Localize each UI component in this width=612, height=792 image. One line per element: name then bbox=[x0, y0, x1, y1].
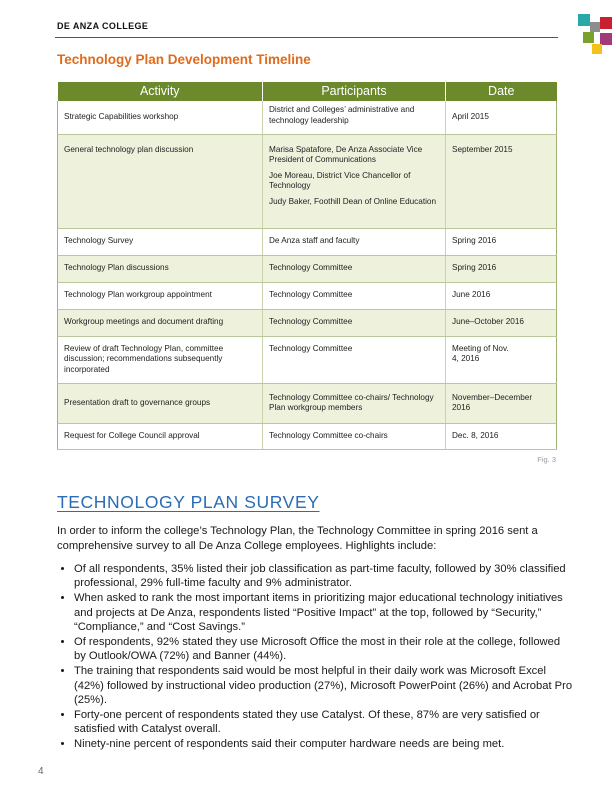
participants-cell bbox=[263, 423, 446, 449]
survey-intro: In order to inform the college’s Technology Plan, the Technology Committee in spring 2016 sent a comprehensive survey to all De Anza College employees. Highlights include: bbox=[57, 525, 538, 552]
participant-entry: Technology Committee bbox=[269, 290, 353, 300]
header-rule bbox=[55, 37, 558, 38]
participant-entry: Judy Baker, Foothill Dean of Online Education bbox=[269, 196, 437, 206]
table-row bbox=[58, 423, 557, 449]
timeline-header-row bbox=[58, 82, 557, 101]
participants-cell bbox=[263, 134, 446, 228]
activity-cell: Technology Plan workgroup appointment bbox=[58, 282, 263, 309]
timeline-title: Technology Plan Development Timeline bbox=[57, 52, 311, 67]
table-row bbox=[58, 134, 557, 228]
participants-cell bbox=[263, 255, 446, 282]
activity-cell: Technology Plan discussions bbox=[58, 255, 263, 282]
table-row bbox=[58, 255, 557, 282]
participant-entry: Technology Committee co-chairs/ Technology Plan workgroup members bbox=[269, 392, 434, 412]
participants-cell bbox=[263, 282, 446, 309]
date-cell: Meeting of Nov. 4, 2016 bbox=[446, 336, 557, 383]
date-cell: September 2015 bbox=[446, 134, 557, 228]
list-item: • Of respondents, 92% stated they use Microsoft Office the most in their role at the college, followed by Outlook/OWA (72%) and Banner (44%). bbox=[74, 635, 574, 663]
activity-cell: Review of draft Technology Plan, committee discussion; recommendations subsequently incorporated bbox=[58, 336, 263, 383]
column-header-activity: Activity bbox=[58, 82, 263, 101]
participant-entry: District and Colleges’ administrative and technology leadership bbox=[269, 105, 415, 125]
list-item: • When asked to rank the most important items in prioritizing major educational technology initiatives and projects at De Anza, respondents listed “Positive Impact” at the top, followed by “Security,” “Compliance,” and “Cost Savings.” bbox=[74, 591, 574, 634]
date-cell: April 2015 bbox=[446, 101, 557, 134]
survey-title: TECHNOLOGY PLAN SURVEY bbox=[57, 492, 320, 512]
participant-entry: De Anza staff and faculty bbox=[269, 236, 360, 246]
corner-square-red bbox=[600, 17, 612, 29]
activity-cell: General technology plan discussion bbox=[58, 134, 263, 228]
participants-cell bbox=[263, 101, 446, 134]
list-item: • Ninety-nine percent of respondents said their computer hardware needs are being met. bbox=[74, 737, 574, 751]
activity-cell: Workgroup meetings and document drafting bbox=[58, 309, 263, 336]
date-cell: Spring 2016 bbox=[446, 255, 557, 282]
activity-cell: Request for College Council approval bbox=[58, 423, 263, 449]
date-cell: June 2016 bbox=[446, 282, 557, 309]
corner-square-green bbox=[583, 32, 594, 43]
list-item: • Of all respondents, 35% listed their job classification as part-time faculty, followed by 30% classified professional, 29% full-time faculty and 9% administrator. bbox=[74, 562, 574, 590]
table-row bbox=[58, 336, 557, 383]
activity-cell: Technology Survey bbox=[58, 228, 263, 255]
table-row bbox=[58, 282, 557, 309]
column-header-participants: Participants bbox=[263, 82, 446, 101]
date-cell: November–December 2016 bbox=[446, 383, 557, 423]
corner-square-gray bbox=[590, 22, 600, 32]
participants-cell bbox=[263, 383, 446, 423]
participant-entry: Technology Committee bbox=[269, 343, 353, 353]
list-item: • The training that respondents said would be most helpful in their daily work was Microsoft Excel (42%) followed by instructional video production (27%), Microsoft PowerPoint (26%) and Acrobat Pro (25%). bbox=[74, 664, 574, 707]
corner-square-yellow bbox=[592, 44, 602, 54]
participant-entry: Marisa Spatafore, De Anza Associate Vice President of Communications bbox=[269, 144, 423, 164]
participants-cell bbox=[263, 228, 446, 255]
page-number: 4 bbox=[38, 766, 44, 777]
date-cell: Dec. 8, 2016 bbox=[446, 423, 557, 449]
column-header-date: Date bbox=[446, 82, 557, 101]
list-item: • Forty-one percent of respondents stated they use Catalyst. Of these, 87% are very satisfied or satisfied with Catalyst overall. bbox=[74, 708, 574, 736]
participant-entry: Technology Committee bbox=[269, 263, 353, 273]
activity-cell: Strategic Capabilities workshop bbox=[58, 101, 263, 134]
corner-square-teal bbox=[578, 14, 590, 26]
figure-label: Fig. 3 bbox=[537, 455, 556, 464]
participants-cell bbox=[263, 309, 446, 336]
survey-highlights-list bbox=[57, 562, 574, 753]
table-row bbox=[58, 309, 557, 336]
date-cell: Spring 2016 bbox=[446, 228, 557, 255]
participant-entry: Joe Moreau, District Vice Chancellor of Technology bbox=[269, 170, 411, 190]
participant-entry: Technology Committee bbox=[269, 317, 353, 327]
participant-entry: Technology Committee co-chairs bbox=[269, 430, 388, 440]
table-row bbox=[58, 101, 557, 134]
table-row bbox=[58, 383, 557, 423]
header-college-name: DE ANZA COLLEGE bbox=[57, 21, 149, 31]
participants-cell bbox=[263, 336, 446, 383]
date-cell: June–October 2016 bbox=[446, 309, 557, 336]
timeline-table bbox=[57, 82, 557, 450]
table-row bbox=[58, 228, 557, 255]
activity-cell: Presentation draft to governance groups bbox=[58, 383, 263, 423]
